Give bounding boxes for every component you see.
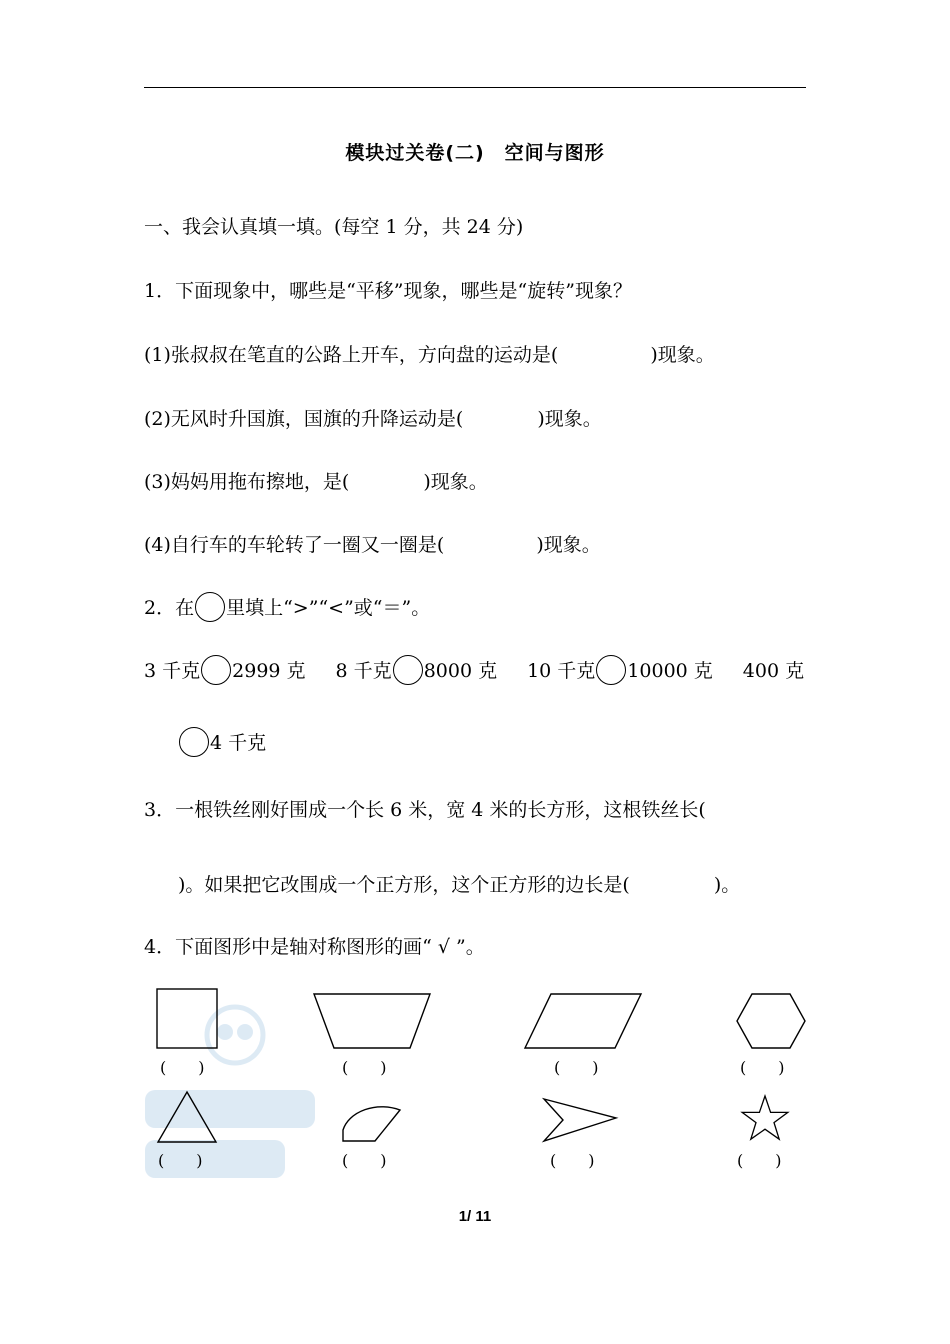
answer-circle[interactable] <box>596 655 626 685</box>
q1-item-4 <box>144 530 601 557</box>
answer-circle[interactable] <box>201 655 231 685</box>
answer-paren[interactable]: ( ) <box>554 1058 599 1077</box>
answer-paren[interactable]: ( ) <box>160 1058 205 1077</box>
q1-item-3-text: (3)妈妈用拖布擦地，是( <box>144 471 350 493</box>
q1-item-4-end: )现象。 <box>536 534 601 556</box>
answer-paren[interactable]: ( ) <box>550 1151 595 1170</box>
q3-text: )。如果把它改围成一个正方形，这个正方形的边长是( <box>178 874 630 896</box>
star-icon <box>740 1094 790 1144</box>
q1-stem: 1．下面现象中，哪些是“平移”现象，哪些是“旋转”现象？ <box>144 280 632 302</box>
answer-paren[interactable]: ( ) <box>740 1058 785 1077</box>
q1-item-3-end: )现象。 <box>423 471 488 493</box>
header-rule <box>144 87 806 88</box>
fan-sector-icon <box>340 1100 408 1144</box>
q2-value: 10000 克 <box>627 660 713 682</box>
q2-value: 3 千克 <box>144 660 201 682</box>
q2-row-1 <box>144 655 804 685</box>
q2-row-2 <box>178 727 266 757</box>
answer-circle[interactable] <box>195 592 225 622</box>
answer-paren[interactable]: ( ) <box>737 1151 782 1170</box>
triangle-icon <box>156 1090 218 1144</box>
q2-value: 10 千克 <box>527 660 596 682</box>
parallelogram-icon <box>523 992 643 1050</box>
q2-value: 8000 克 <box>423 660 498 682</box>
q4-stem: 4．下面图形中是轴对称图形的画“ √ ”。 <box>144 936 485 958</box>
q2-stem-start: 2．在 <box>144 597 195 619</box>
q1-item-1-end: )现象。 <box>650 344 715 366</box>
q2-value: 2999 克 <box>232 660 306 682</box>
q2-stem <box>144 592 430 622</box>
q1-item-4-text: (4)自行车的车轮转了一圈又一圈是( <box>144 534 445 556</box>
q1-item-2-text: (2)无风时升国旗，国旗的升降运动是( <box>144 408 464 430</box>
q1-item-2 <box>144 404 602 431</box>
arrowhead-icon <box>541 1096 619 1144</box>
q2-value: 400 克 <box>742 660 805 682</box>
q1-item-1 <box>144 340 715 367</box>
answer-circle[interactable] <box>393 655 423 685</box>
answer-paren[interactable]: ( ) <box>342 1058 387 1077</box>
q1-item-2-end: )现象。 <box>537 408 602 430</box>
q2-value: 4 千克 <box>210 732 267 754</box>
answer-circle[interactable] <box>179 727 209 757</box>
q3-line-2 <box>178 870 740 897</box>
q1-item-1-text: (1)张叔叔在笔直的公路上开车，方向盘的运动是( <box>144 344 559 366</box>
trapezoid-icon <box>312 992 432 1050</box>
page-title: 模块过关卷(二) 空间与图形 <box>345 142 605 164</box>
answer-paren[interactable]: ( ) <box>158 1151 203 1170</box>
q3-text-end: )。 <box>713 874 741 896</box>
answer-paren[interactable]: ( ) <box>342 1151 387 1170</box>
q1-item-3 <box>144 467 488 494</box>
q3-line-1: 3．一根铁丝刚好围成一个长 6 米，宽 4 米的长方形，这根铁丝长( <box>144 799 706 821</box>
page-number: 1/ 11 <box>458 1208 492 1225</box>
square-icon <box>156 988 220 1050</box>
q2-stem-end: 里填上“>”“<”或“＝”。 <box>226 597 431 619</box>
q2-value: 8 千克 <box>335 660 392 682</box>
section-heading: 一、我会认真填一填。(每空 1 分，共 24 分) <box>144 216 524 238</box>
hexagon-icon <box>735 992 807 1050</box>
